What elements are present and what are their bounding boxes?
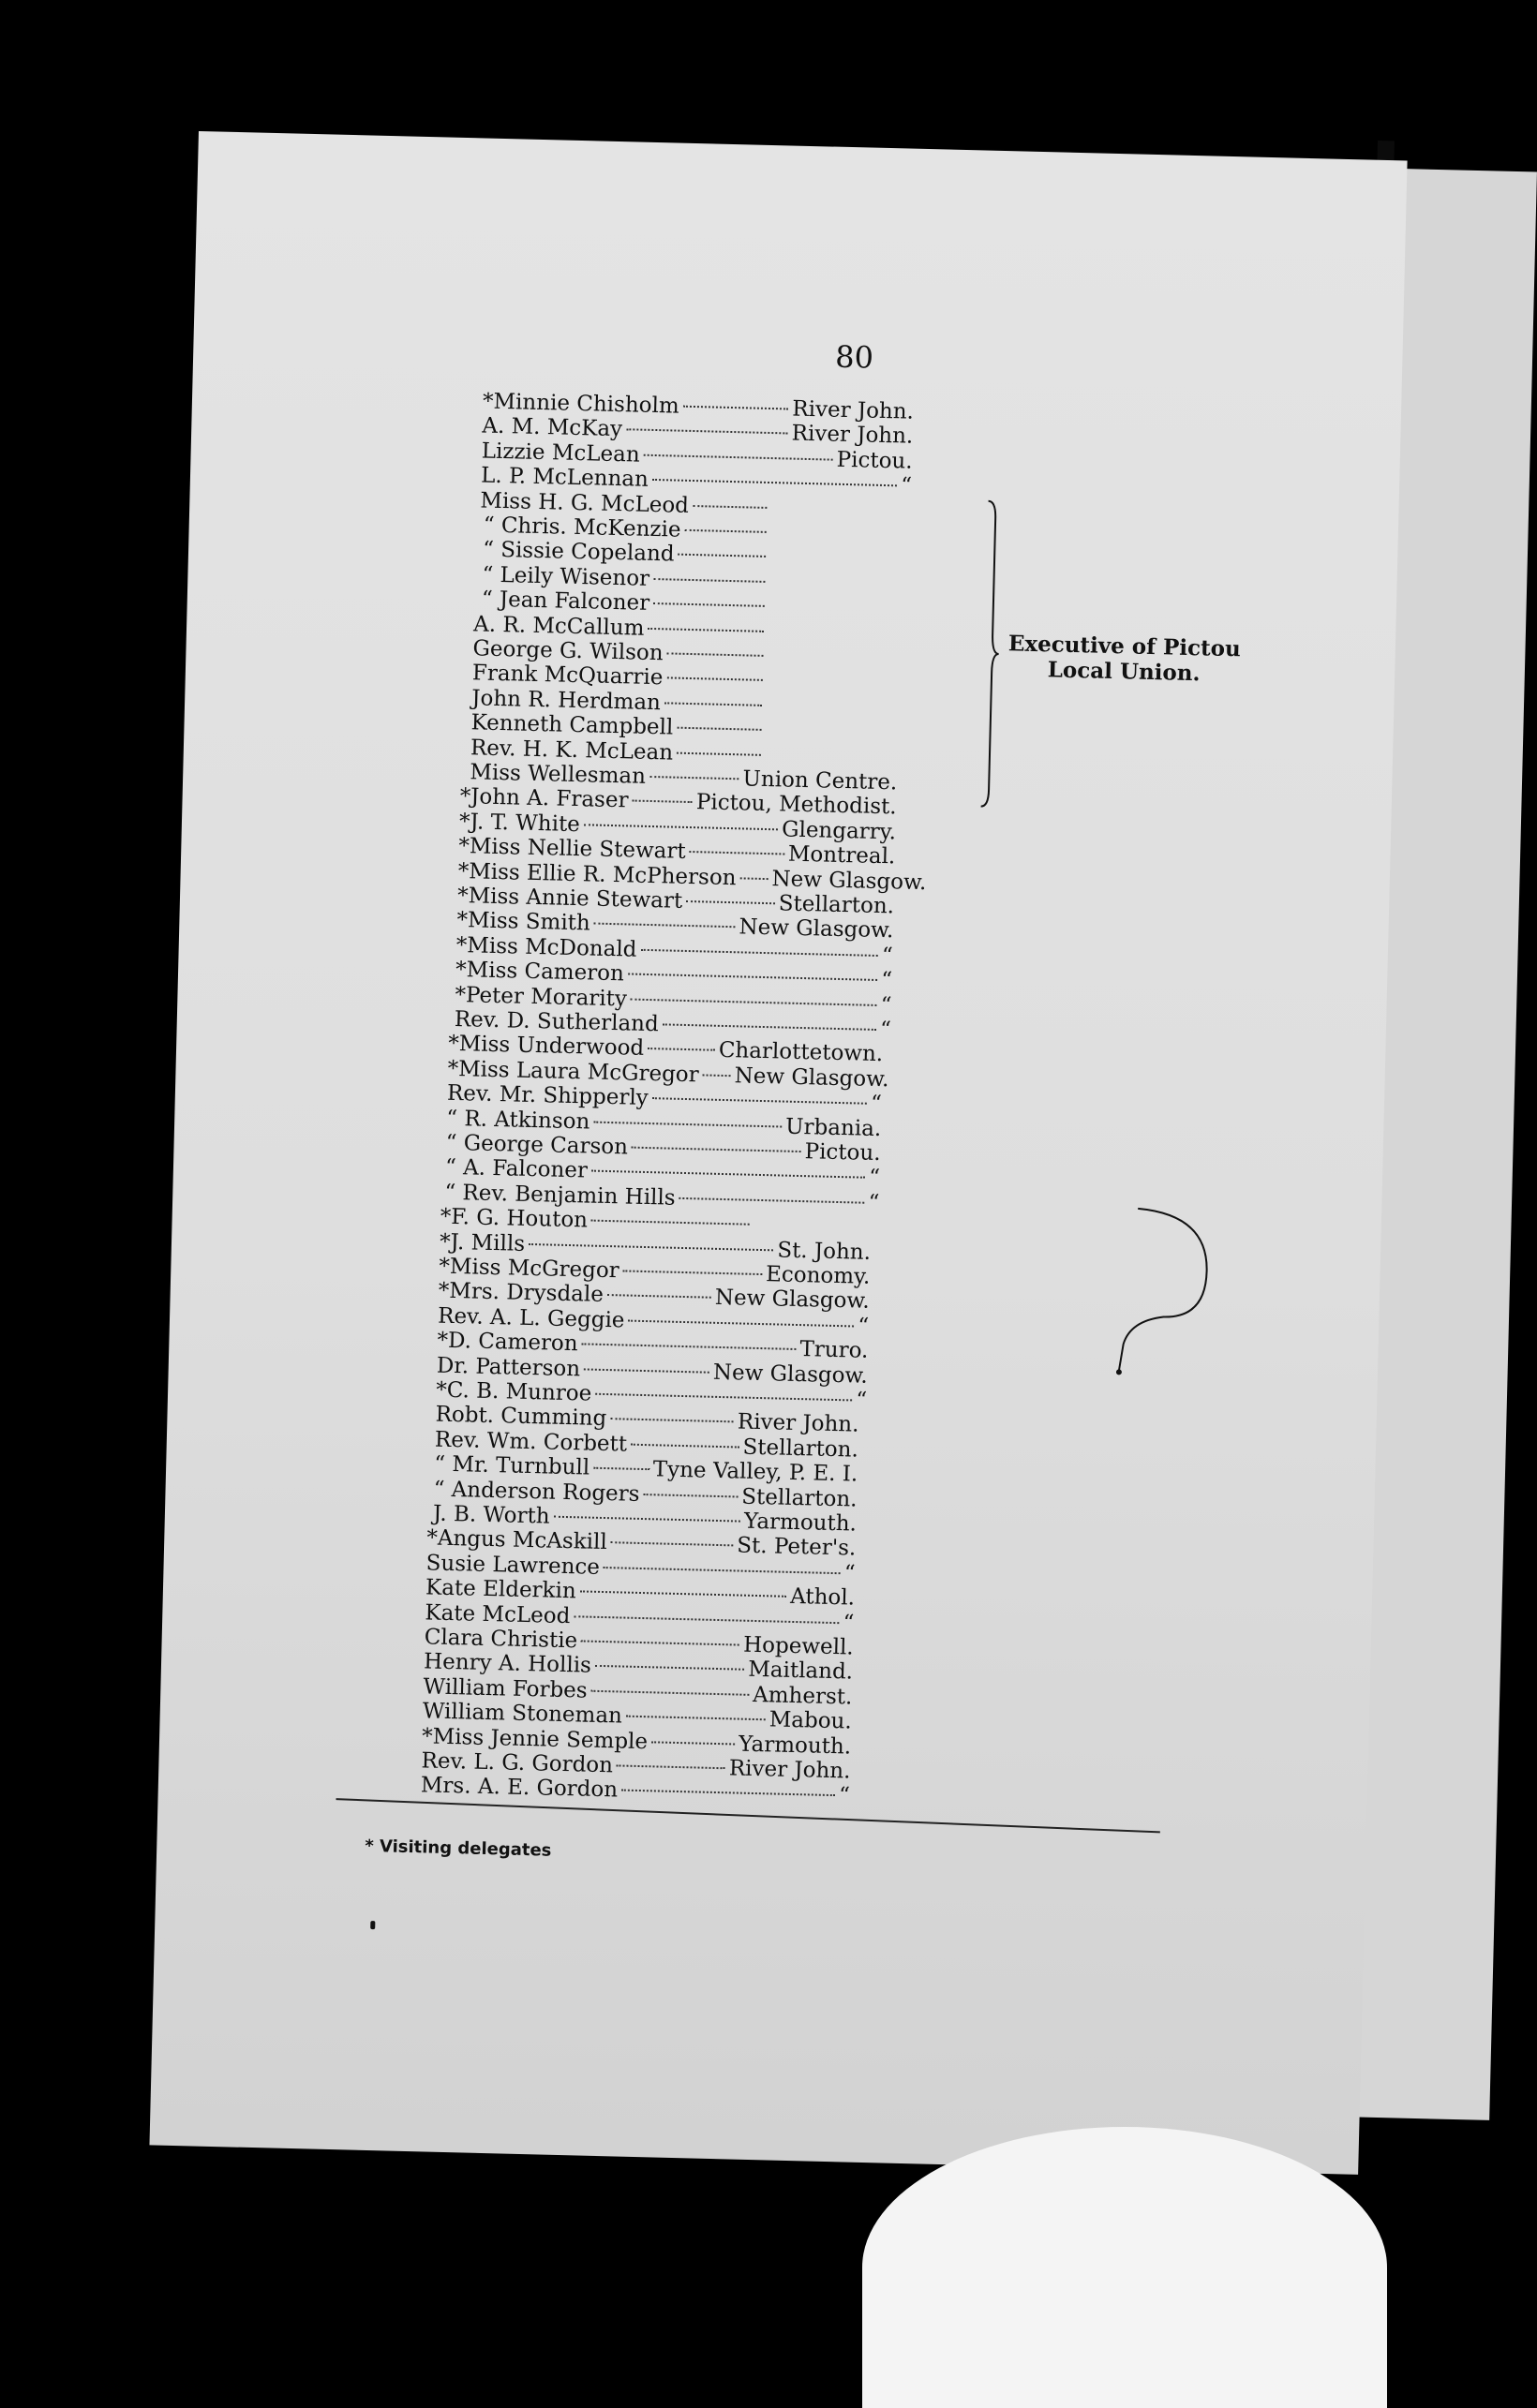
- delegate-name: Henry A. Hollis: [423, 1649, 592, 1679]
- delegate-name: “ Chris. McKenzie: [483, 513, 681, 543]
- delegate-name: Robt. Cumming: [435, 1402, 607, 1432]
- delegate-name: Frank McQuarrie: [471, 661, 664, 691]
- dot-leader: [591, 1220, 750, 1226]
- delegate-place: Pictou.: [836, 447, 913, 474]
- delegate-name: *Miss Jennie Semple: [421, 1723, 649, 1754]
- delegate-name: Kate Elderkin: [425, 1575, 577, 1604]
- delegate-name: Susie Lawrence: [425, 1551, 601, 1580]
- dot-leader: [631, 998, 877, 1005]
- delegate-place: Montreal.: [787, 841, 896, 870]
- dot-leader: [628, 1319, 854, 1327]
- delegate-name: *D. Cameron: [437, 1328, 578, 1357]
- dot-leader: [593, 1467, 649, 1470]
- dot-leader: [643, 1494, 738, 1497]
- delegate-name: *C. B. Munroe: [435, 1377, 592, 1406]
- dot-leader: [582, 1344, 797, 1351]
- delegate-name: George G. Wilson: [472, 636, 664, 666]
- executive-brace: [979, 499, 1004, 809]
- delegate-place: Union Centre.: [742, 766, 898, 795]
- dot-leader: [626, 1716, 766, 1721]
- dot-leader: [651, 1741, 735, 1745]
- delegate-name: “ Leily Wisenor: [482, 562, 650, 591]
- delegate-name: Rev. Wm. Corbett: [434, 1427, 628, 1457]
- delegate-name: *Miss Cameron: [455, 958, 625, 987]
- delegate-name: “ Mr. Turnbull: [433, 1451, 590, 1480]
- delegate-name: *F. G. Houton: [440, 1204, 589, 1233]
- delegate-place: Glengarry.: [781, 817, 897, 845]
- delegate-name: *Miss McDonald: [455, 932, 637, 962]
- delegate-name: *Miss McGregor: [439, 1254, 620, 1284]
- dot-leader: [581, 1640, 739, 1645]
- delegate-place: New Glasgow.: [734, 1063, 889, 1093]
- dot-leader: [648, 627, 764, 632]
- delegate-place: Pictou, Methodist.: [695, 790, 897, 820]
- delegate-name: A. M. McKay: [482, 413, 623, 442]
- delegate-name: *Miss Laura McGregor: [447, 1056, 699, 1088]
- executive-label-line-2: Local Union.: [1047, 657, 1201, 687]
- dot-leader: [677, 727, 761, 731]
- delegate-name: Miss H. G. McLeod: [480, 488, 690, 518]
- dot-leader: [529, 1243, 773, 1251]
- dot-leader: [595, 1665, 744, 1671]
- dot-leader: [574, 1615, 839, 1624]
- delegate-place: Stellarton.: [741, 1484, 858, 1512]
- dot-leader: [584, 1368, 709, 1373]
- dot-leader: [666, 677, 763, 682]
- dot-leader: [628, 974, 877, 982]
- delegate-place: Hopewell.: [742, 1632, 854, 1660]
- delegate-place: “: [843, 1561, 856, 1586]
- dot-leader: [686, 900, 775, 904]
- delegate-place: Mabou.: [768, 1707, 853, 1734]
- delegate-name: “ George Carson: [445, 1130, 629, 1160]
- dot-leader: [648, 1048, 715, 1051]
- dot-leader: [740, 877, 768, 880]
- delegate-name: “ Sissie Copeland: [482, 537, 675, 567]
- dot-leader: [626, 429, 788, 435]
- delegate-place: “: [881, 943, 894, 969]
- dot-leader: [591, 1690, 750, 1696]
- dot-leader: [623, 1270, 762, 1275]
- dot-leader: [580, 1591, 787, 1598]
- delegate-place: River John.: [737, 1409, 859, 1438]
- page-number: 80: [834, 338, 874, 376]
- delegate-place: River John.: [728, 1756, 851, 1784]
- delegate-place: Tyne Valley, P. E. I.: [652, 1457, 858, 1487]
- dot-leader: [693, 505, 767, 509]
- delegate-name: *Mrs. Drysdale: [438, 1279, 604, 1308]
- delegate-name: Rev. H. K. McLean: [470, 735, 674, 766]
- delegate-name: Kate McLeod: [425, 1599, 571, 1628]
- delegate-place: “: [868, 1166, 881, 1191]
- delegate-name: Clara Christie: [424, 1625, 578, 1654]
- delegate-name: *Angus McAskill: [426, 1525, 608, 1555]
- dot-leader: [604, 1567, 841, 1574]
- dot-leader: [677, 751, 761, 755]
- dot-leader: [617, 1764, 725, 1769]
- dot-leader: [679, 554, 767, 557]
- delegate-name: Dr. Patterson: [436, 1353, 581, 1381]
- delegate-name: Rev. L. G. Gordon: [421, 1748, 614, 1778]
- delegate-name: Kenneth Campbell: [470, 710, 674, 740]
- delegate-place: River John.: [792, 396, 915, 424]
- dot-leader: [653, 578, 765, 583]
- executive-label: [1007, 631, 1241, 687]
- delegate-name: “ Anderson Rogers: [433, 1477, 640, 1507]
- delegate-place: “: [880, 968, 893, 993]
- delegate-place: Yarmouth.: [738, 1732, 852, 1760]
- delegate-name: Lizzie McLean: [481, 438, 641, 468]
- delegate-place: St. John.: [777, 1238, 872, 1265]
- delegate-place: “: [843, 1610, 855, 1636]
- delegate-place: “: [857, 1314, 870, 1339]
- dot-leader: [593, 1121, 782, 1127]
- dot-leader: [632, 1147, 801, 1152]
- delegate-place: Charlottetown.: [718, 1038, 884, 1067]
- delegate-place: Urbania.: [784, 1114, 882, 1141]
- delegate-place: “: [900, 473, 913, 498]
- delegate-place: Maitland.: [747, 1657, 854, 1685]
- dot-leader: [679, 1197, 865, 1204]
- dot-leader: [652, 1097, 867, 1105]
- delegate-name: *John A. Fraser: [459, 784, 629, 813]
- pencil-squiggle: [1115, 1203, 1223, 1384]
- delegate-place: Stellarton.: [742, 1434, 859, 1463]
- delegate-name: William Forbes: [423, 1674, 588, 1703]
- delegate-place: New Glasgow.: [739, 914, 894, 944]
- dot-leader: [607, 1294, 711, 1299]
- delegate-place: New Glasgow.: [714, 1286, 871, 1315]
- delegate-name: “ A. Falconer: [444, 1155, 589, 1183]
- delegate-name: *Miss Smith: [456, 908, 591, 936]
- dot-leader: [649, 776, 739, 780]
- delegate-place: Athol.: [789, 1584, 856, 1611]
- dot-leader: [703, 1074, 731, 1077]
- dot-leader: [611, 1542, 734, 1547]
- delegate-name: *Miss Annie Stewart: [456, 883, 683, 914]
- scan-glare: [862, 2127, 1387, 2408]
- delegate-place: “: [868, 1190, 880, 1215]
- dot-leader: [652, 479, 897, 486]
- delegate-name: “ Rev. Benjamin Hills: [444, 1180, 676, 1211]
- ink-mark: [370, 1921, 375, 1929]
- delegate-name: *J. Mills: [439, 1229, 526, 1256]
- delegate-place: Truro.: [799, 1337, 869, 1364]
- dot-leader: [663, 1023, 876, 1031]
- dot-leader: [690, 851, 784, 855]
- dot-leader: [594, 923, 736, 929]
- delegate-name: “ R. Atkinson: [446, 1106, 590, 1135]
- delegate-name: Rev. Mr. Shipperly: [446, 1080, 649, 1111]
- delegate-name: Miss Wellesman: [470, 760, 647, 789]
- delegate-name: *J. T. White: [458, 809, 581, 837]
- delegate-name: J. B. Worth: [432, 1501, 550, 1529]
- delegate-place: “: [838, 1783, 851, 1808]
- dot-leader: [591, 1170, 865, 1179]
- delegate-name: *Miss Ellie R. McPherson: [457, 858, 737, 890]
- delegate-name: L. P. McLennan: [480, 463, 649, 493]
- dot-leader: [640, 949, 878, 957]
- dot-leader: [595, 1393, 852, 1402]
- dot-leader: [684, 529, 766, 533]
- delegate-name: Mrs. A. E. Gordon: [420, 1773, 619, 1803]
- delegate-place: St. Peter's.: [736, 1533, 857, 1561]
- delegate-name: A. R. McCallum: [472, 611, 645, 641]
- dot-leader: [621, 1790, 835, 1797]
- delegate-place: “: [879, 1018, 892, 1043]
- delegate-place: “: [880, 992, 892, 1018]
- delegate-name: *Miss Underwood: [447, 1032, 645, 1062]
- delegate-place: Amherst.: [752, 1682, 853, 1710]
- dot-leader: [653, 602, 765, 607]
- dot-leader: [632, 800, 692, 804]
- delegate-name: *Minnie Chisholm: [482, 389, 680, 419]
- dot-leader: [667, 652, 764, 657]
- delegate-place: “: [870, 1092, 883, 1117]
- dot-leader: [554, 1516, 740, 1523]
- delegate-place: Economy.: [765, 1262, 871, 1289]
- delegate-place: “: [856, 1388, 868, 1413]
- delegate-place: New Glasgow.: [771, 866, 927, 895]
- dot-leader: [644, 453, 833, 460]
- delegate-place: New Glasgow.: [712, 1360, 869, 1389]
- dot-leader: [631, 1443, 739, 1448]
- delegate-place: Yarmouth.: [743, 1509, 858, 1537]
- dot-leader: [683, 406, 789, 410]
- dot-leader: [584, 824, 778, 830]
- delegate-name: *Miss Nellie Stewart: [458, 834, 686, 865]
- dot-leader: [664, 702, 762, 706]
- document-page: [149, 131, 1407, 2175]
- delegate-name: “ Jean Falconer: [481, 587, 650, 617]
- dot-leader: [610, 1419, 734, 1423]
- delegate-place: River John.: [791, 421, 914, 450]
- delegate-place: Stellarton.: [778, 891, 895, 919]
- delegate-place: Pictou.: [804, 1139, 881, 1167]
- executive-label-line-1: Executive of Pictou: [1007, 631, 1242, 662]
- delegate-name: Rev. D. Sutherland: [454, 1006, 660, 1037]
- delegate-name: *Peter Morarity: [455, 982, 628, 1012]
- footnote: * Visiting delegates: [365, 1836, 552, 1861]
- delegate-name: Rev. A. L. Geggie: [437, 1303, 625, 1333]
- delegate-name: John R. Herdman: [470, 686, 662, 716]
- delegate-name: William Stoneman: [422, 1699, 623, 1729]
